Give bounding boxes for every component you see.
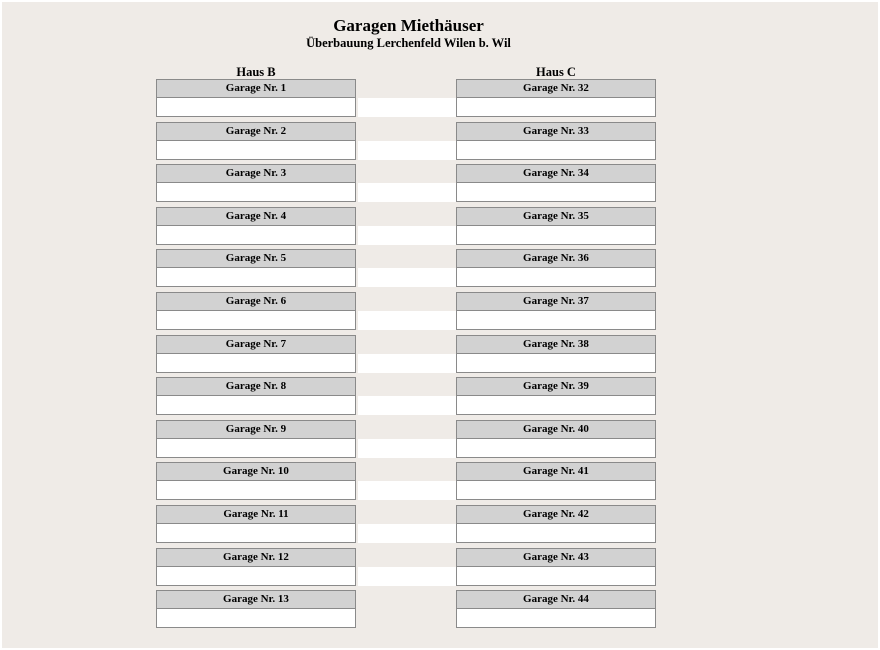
garage-tenant-field[interactable] — [456, 396, 656, 415]
garage-tenant-field[interactable] — [156, 183, 356, 202]
garage-entry — [456, 590, 656, 628]
garage-label: Garage Nr. 39 — [456, 377, 656, 396]
column-heading-haus-c: Haus C — [536, 65, 576, 79]
garage-entry — [156, 164, 356, 202]
garage-entry — [156, 377, 356, 415]
garage-entry — [156, 505, 356, 543]
garage-label: Garage Nr. 1 — [156, 79, 356, 98]
column-heading-haus-b: Haus B — [236, 65, 276, 79]
garage-label: Garage Nr. 10 — [156, 462, 356, 481]
garage-tenant-field[interactable] — [156, 226, 356, 245]
garage-tenant-field[interactable] — [456, 141, 656, 160]
garage-label: Garage Nr. 11 — [156, 505, 356, 524]
garage-tenant-field[interactable] — [156, 567, 356, 586]
garage-entry — [456, 292, 656, 330]
garage-tenant-field[interactable] — [156, 609, 356, 628]
garage-tenant-field[interactable] — [456, 311, 656, 330]
garage-label: Garage Nr. 4 — [156, 207, 356, 226]
garage-label: Garage Nr. 44 — [456, 590, 656, 609]
garage-entry — [456, 164, 656, 202]
garage-tenant-field[interactable] — [456, 98, 656, 117]
separator-stripe — [358, 98, 456, 117]
garage-entry — [156, 207, 356, 245]
garage-tenant-field[interactable] — [156, 268, 356, 287]
garage-label: Garage Nr. 3 — [156, 164, 356, 183]
separator-stripe — [358, 439, 456, 458]
garage-label: Garage Nr. 32 — [456, 79, 656, 98]
garage-label: Garage Nr. 36 — [456, 249, 656, 268]
garage-entry — [156, 122, 356, 160]
separator-stripe — [358, 141, 456, 160]
garage-entry — [156, 335, 356, 373]
garage-entry — [156, 548, 356, 586]
garage-tenant-field[interactable] — [156, 481, 356, 500]
garage-entry — [456, 79, 656, 117]
garage-entry — [456, 462, 656, 500]
garage-entry — [456, 377, 656, 415]
garage-tenant-field[interactable] — [156, 98, 356, 117]
garage-label: Garage Nr. 12 — [156, 548, 356, 567]
separator-stripe — [358, 567, 456, 586]
garage-label: Garage Nr. 43 — [456, 548, 656, 567]
garage-label: Garage Nr. 6 — [156, 292, 356, 311]
page-title: Garagen Miethäuser — [333, 16, 484, 35]
separator-stripe — [358, 226, 456, 245]
garage-tenant-field[interactable] — [156, 439, 356, 458]
garage-label: Garage Nr. 35 — [456, 207, 656, 226]
garage-label: Garage Nr. 34 — [456, 164, 656, 183]
garage-label: Garage Nr. 8 — [156, 377, 356, 396]
garage-tenant-field[interactable] — [456, 226, 656, 245]
separator-stripe — [358, 183, 456, 202]
garage-entry — [456, 122, 656, 160]
garage-entry — [156, 590, 356, 628]
garage-tenant-field[interactable] — [456, 481, 656, 500]
garage-entry — [456, 335, 656, 373]
garage-entry — [156, 292, 356, 330]
form-page — [2, 2, 878, 648]
garage-entry — [456, 207, 656, 245]
separator-stripe — [358, 396, 456, 415]
garage-label: Garage Nr. 7 — [156, 335, 356, 354]
garage-entry — [156, 420, 356, 458]
garage-label: Garage Nr. 2 — [156, 122, 356, 141]
garage-label: Garage Nr. 33 — [456, 122, 656, 141]
separator-stripe — [358, 311, 456, 330]
garage-label: Garage Nr. 38 — [456, 335, 656, 354]
garage-tenant-field[interactable] — [456, 567, 656, 586]
garage-tenant-field[interactable] — [456, 524, 656, 543]
garage-tenant-field[interactable] — [156, 311, 356, 330]
garage-entry — [456, 548, 656, 586]
garage-label: Garage Nr. 42 — [456, 505, 656, 524]
garage-label: Garage Nr. 5 — [156, 249, 356, 268]
garage-tenant-field[interactable] — [156, 141, 356, 160]
garage-tenant-field[interactable] — [456, 268, 656, 287]
garage-entry — [156, 462, 356, 500]
garage-tenant-field[interactable] — [456, 183, 656, 202]
garage-entry — [156, 249, 356, 287]
garage-label: Garage Nr. 40 — [456, 420, 656, 439]
garage-entry — [456, 249, 656, 287]
separator-stripe — [358, 268, 456, 287]
separator-stripe — [358, 524, 456, 543]
garage-label: Garage Nr. 9 — [156, 420, 356, 439]
separator-stripe — [358, 481, 456, 500]
garage-tenant-field[interactable] — [456, 609, 656, 628]
garage-tenant-field[interactable] — [456, 439, 656, 458]
garage-tenant-field[interactable] — [156, 396, 356, 415]
garage-entry — [456, 505, 656, 543]
garage-entry — [456, 420, 656, 458]
garage-label: Garage Nr. 37 — [456, 292, 656, 311]
garage-tenant-field[interactable] — [156, 524, 356, 543]
garage-label: Garage Nr. 13 — [156, 590, 356, 609]
garage-entry — [156, 79, 356, 117]
garage-label: Garage Nr. 41 — [456, 462, 656, 481]
page-subtitle: Überbauung Lerchenfeld Wilen b. Wil — [306, 36, 511, 50]
separator-stripe — [358, 354, 456, 373]
garage-tenant-field[interactable] — [156, 354, 356, 373]
garage-tenant-field[interactable] — [456, 354, 656, 373]
